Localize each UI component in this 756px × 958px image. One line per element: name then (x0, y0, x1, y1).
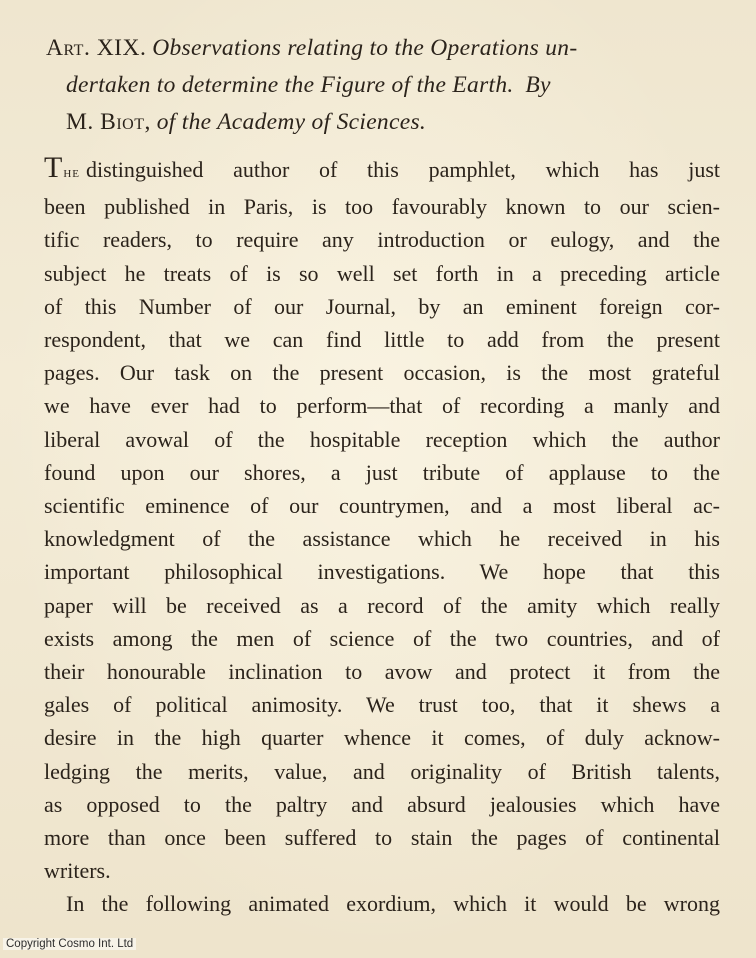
heading-line-2 (46, 67, 726, 104)
article-by: By (525, 72, 551, 98)
body-line: respondent, that we can find little to add from the present (44, 327, 720, 353)
body-line: found upon our shores, a just tribute of applause to the (44, 459, 720, 485)
article-title-part-1: Observations relating to the Operations un- (152, 35, 578, 61)
heading-line-1 (46, 30, 726, 67)
body-line: pages. Our task on the present occasion, is the most grateful (44, 360, 720, 386)
copyright-watermark: Copyright Cosmo Int. Ltd (3, 938, 136, 950)
article-body (44, 153, 720, 921)
body-line: The distinguished author of this pamphlet, which has just (44, 151, 720, 184)
body-line: knowledgment of the assistance which he received in his (44, 526, 720, 552)
article-author: M. Biot, (66, 109, 151, 135)
heading-line-3 (46, 104, 726, 141)
body-line: their honourable inclination to avow and protect it from the (44, 659, 720, 685)
body-line: more than once been suffered to stain the pages of continental (44, 825, 720, 851)
body-line: of this Number of our Journal, by an eminent foreign cor- (44, 293, 720, 319)
dropcap-letter: T (44, 151, 64, 184)
body-line: gales of political animosity. We trust too, that it shews a (44, 692, 720, 718)
body-line: liberal avowal of the hospitable reception which the author (44, 426, 720, 452)
body-line: desire in the high quarter whence it comes, of duly acknow- (44, 725, 720, 751)
body-line: paper will be received as a record of the amity which really (44, 592, 720, 618)
article-label: Art. XIX. (46, 35, 147, 61)
body-line: writers. (44, 858, 111, 884)
body-line: exists among the men of science of the two countries, and of (44, 625, 720, 651)
article-heading (46, 30, 726, 141)
body-line: as opposed to the paltry and absurd jealousies which have (44, 791, 720, 817)
body-line: tific readers, to require any introduction or eulogy, and the (44, 227, 720, 253)
body-line: important philosophical investigations. We hope that this (44, 559, 720, 585)
next-paragraph-line: In the following animated exordium, which it would be wrong (66, 891, 720, 917)
body-line: we have ever had to perform—that of recording a manly and (44, 393, 720, 419)
dropcap-tail: he (63, 165, 80, 181)
article-affiliation: of the Academy of Sciences. (156, 109, 427, 135)
article-title-part-2: dertaken to determine the Figure of the Earth. (66, 72, 514, 98)
body-line: been published in Paris, is too favourably known to our scien- (44, 194, 720, 220)
body-line: scientific eminence of our countrymen, and a most liberal ac- (44, 493, 720, 519)
body-line: subject he treats of is so well set forth in a preceding article (44, 260, 720, 286)
body-line: ledging the merits, value, and originality of British talents, (44, 758, 720, 784)
